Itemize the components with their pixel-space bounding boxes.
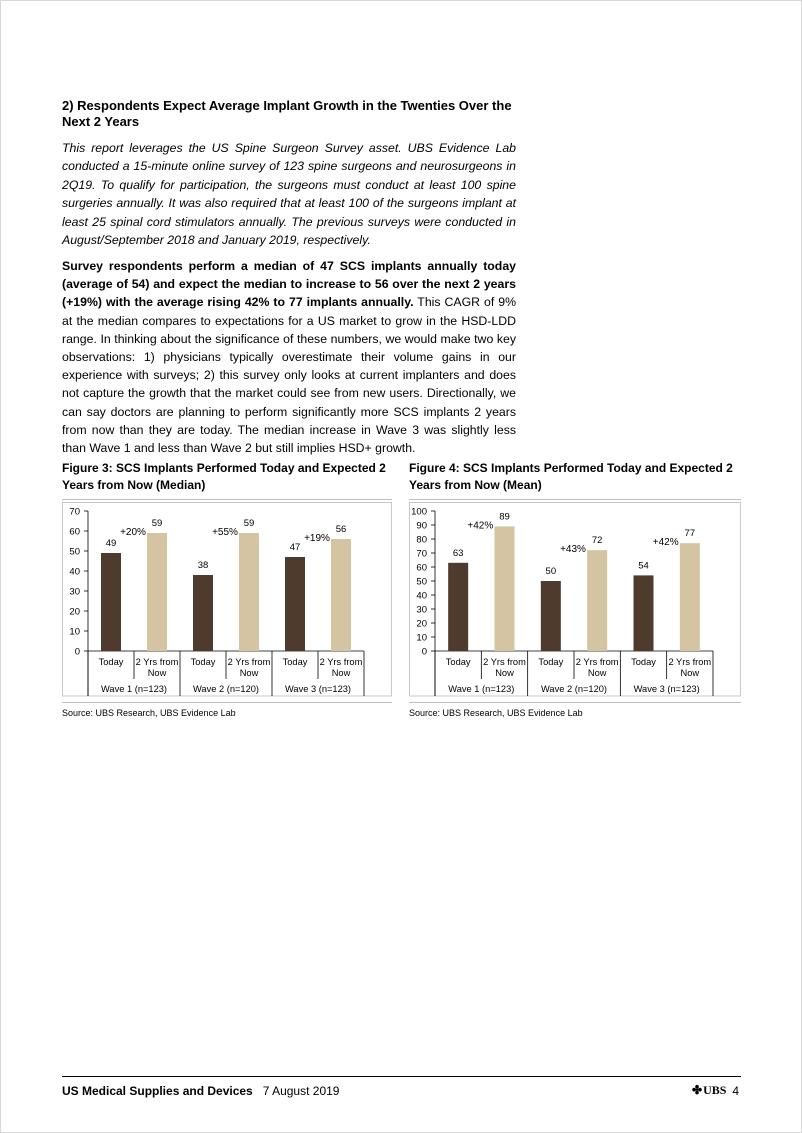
figure-3-chart xyxy=(62,502,392,697)
figure-3-title: Figure 3: SCS Implants Performed Today and Expected 2 Years from Now (Median) xyxy=(62,461,386,492)
footer-rule xyxy=(62,1076,741,1077)
category-label: 2 Yrs from xyxy=(227,657,271,667)
y-tick-label: 100 xyxy=(411,506,427,518)
growth-annotation: +43% xyxy=(560,544,586,556)
group-label: Wave 3 (n=123) xyxy=(284,684,352,694)
bar-value-label: 63 xyxy=(452,547,464,559)
category-label: Now xyxy=(331,668,351,678)
category-label: Now xyxy=(239,668,259,678)
category-label: 2 Yrs from xyxy=(575,657,619,667)
figure-4-chart xyxy=(409,502,741,697)
category-label: Now xyxy=(680,668,700,678)
category-label: Now xyxy=(147,668,167,678)
figure-3-source: Source: UBS Research, UBS Evidence Lab xyxy=(62,708,236,718)
category-label: Today xyxy=(445,657,471,667)
category-label: 2 Yrs from xyxy=(483,657,526,667)
category-label: Now xyxy=(495,668,514,678)
bar-future xyxy=(587,550,607,651)
y-tick-label: 10 xyxy=(69,626,80,638)
figure-3-source-rule xyxy=(62,702,392,703)
y-tick-label: 10 xyxy=(416,632,427,644)
bar-today xyxy=(285,557,305,651)
y-tick-label: 70 xyxy=(69,506,80,518)
growth-annotation: +42% xyxy=(467,520,494,532)
y-tick-label: 40 xyxy=(416,590,427,602)
bar-value-label: 59 xyxy=(151,518,163,529)
bar-value-label: 59 xyxy=(243,518,255,529)
y-tick-label: 20 xyxy=(69,606,80,618)
growth-annotation: +20% xyxy=(120,527,146,538)
y-tick-label: 30 xyxy=(416,604,427,616)
ubs-logo-text: UBS xyxy=(703,1083,727,1097)
category-label: Today xyxy=(282,657,308,667)
y-tick-label: 0 xyxy=(421,646,427,658)
figure-4-source: Source: UBS Research, UBS Evidence Lab xyxy=(409,708,583,718)
group-label: Wave 2 (n=120) xyxy=(540,684,608,694)
body-text: This CAGR of 9% at the median compares to expectations for a US market to grow in the HSD-LDD range. In thinking about the significance of these numbers, we would make two key observations: 1) physicians typically overestimate their volume gains in our experience with surveys; 2) this survey only looks at current implanters and does not capture the growth that the market could see from new users. Directionally, we can say doctors are planning to perform significantly more SCS implants 2 years from now than they are today. The median increase in Wave 3 was slightly less than Wave 1 and less than Wave 2 but still implies HSD+ growth. xyxy=(62,295,516,456)
figure-4-source-rule xyxy=(409,702,741,703)
category-label: 2 Yrs from xyxy=(319,657,363,667)
intro-paragraph: This report leverages the US Spine Surgeon Survey asset. UBS Evidence Lab conducted a 15-minute online survey of 123 spine surgeons and neurosurgeons in 2Q19. To qualify for participation, the surgeons must conduct at least 100 spine surgeries annually. It was also required that at least 100 of the surgeons implant at least 25 spinal cord stimulators annually. The previous surveys were conducted in August/September 2018 and January 2019, respectively. xyxy=(62,141,516,248)
growth-annotation: +42% xyxy=(652,537,679,549)
y-tick-label: 80 xyxy=(416,534,427,546)
group-label: Wave 1 (n=123) xyxy=(100,684,168,694)
bar-today xyxy=(541,581,561,651)
y-tick-label: 60 xyxy=(416,562,427,574)
y-tick-label: 40 xyxy=(69,566,80,578)
footer-publication-info xyxy=(62,1084,339,1098)
growth-annotation: +19% xyxy=(304,533,330,544)
body-bold-lead: Survey respondents perform a median of 47 SCS implants annually today (average of 54) and expect the median to increase to 56 over the next 2 years (+19%) with the average rising 42% to 77 implants annually. xyxy=(62,259,516,310)
y-tick-label: 0 xyxy=(74,646,80,658)
bar-future xyxy=(147,533,167,651)
footer-right xyxy=(692,1083,739,1098)
bar-future xyxy=(239,533,259,651)
group-label: Wave 1 (n=123) xyxy=(448,684,515,694)
footer-date: 7 August 2019 xyxy=(262,1084,340,1098)
category-label: Now xyxy=(587,668,607,678)
bar-value-label: 47 xyxy=(289,542,301,553)
y-tick-label: 90 xyxy=(416,520,427,532)
bar-future xyxy=(495,526,515,651)
bar-value-label: 56 xyxy=(335,524,347,535)
group-label: Wave 3 (n=123) xyxy=(633,684,700,694)
bar-value-label: 72 xyxy=(591,535,603,547)
figure-4-title: Figure 4: SCS Implants Performed Today and Expected 2 Years from Now (Mean) xyxy=(409,461,733,492)
bar-value-label: 38 xyxy=(197,560,209,571)
y-tick-label: 30 xyxy=(69,586,80,598)
category-label: 2 Yrs from xyxy=(668,657,712,667)
body-paragraph xyxy=(62,257,516,457)
figure-4-rule xyxy=(409,499,741,500)
bar-future xyxy=(331,539,351,651)
bar-value-label: 77 xyxy=(684,528,696,540)
footer-publication: US Medical Supplies and Devices xyxy=(62,1084,253,1098)
figure-3-rule xyxy=(62,499,392,500)
y-tick-label: 50 xyxy=(416,576,427,588)
bar-value-label: 49 xyxy=(105,538,117,549)
group-label: Wave 2 (n=120) xyxy=(192,684,260,694)
bar-today xyxy=(634,575,654,651)
y-tick-label: 70 xyxy=(416,548,427,560)
bar-today xyxy=(193,575,213,651)
category-label: Today xyxy=(98,657,124,667)
y-tick-label: 20 xyxy=(416,618,427,630)
bar-future xyxy=(680,543,700,651)
category-label: 2 Yrs from xyxy=(135,657,179,667)
category-label: Today xyxy=(631,657,656,667)
bar-today xyxy=(448,563,468,651)
page-number: 4 xyxy=(732,1083,740,1098)
bar-value-label: 89 xyxy=(499,511,510,523)
growth-annotation: +55% xyxy=(212,527,238,538)
bar-value-label: 54 xyxy=(638,560,649,572)
y-tick-label: 60 xyxy=(69,526,80,538)
category-label: Today xyxy=(190,657,216,667)
bar-value-label: 50 xyxy=(545,566,557,577)
bar-today xyxy=(101,553,121,651)
y-tick-label: 50 xyxy=(69,546,80,558)
section-heading: 2) Respondents Expect Average Implant Growth in the Twenties Over the Next 2 Years xyxy=(62,98,512,129)
ubs-logo xyxy=(692,1083,726,1098)
ubs-keys-icon: ✤ xyxy=(692,1083,703,1097)
category-label: Today xyxy=(538,657,564,667)
